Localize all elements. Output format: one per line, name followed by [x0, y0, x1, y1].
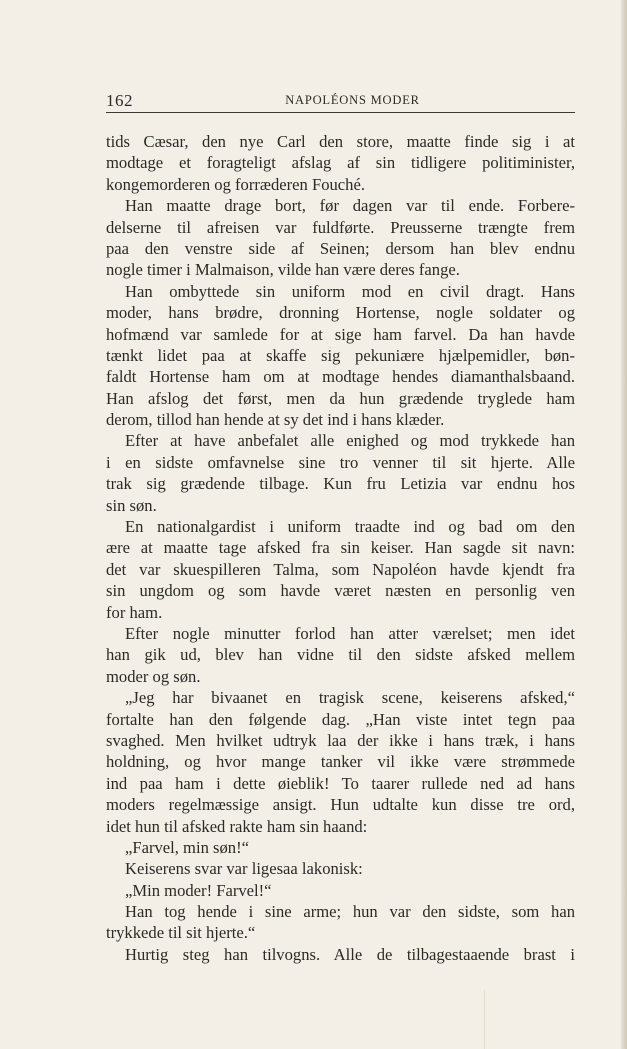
page-crease [484, 990, 485, 1049]
text-line: paa den venstre side af Seinen; dersom han blev endnu [106, 238, 575, 258]
text-line: sin søn. [106, 495, 157, 515]
text-line: delserne til afreisen var fuldførte. Preusserne trængte frem [106, 217, 575, 237]
text-line: nogle timer i Malmaison, vilde han være deres fange. [106, 260, 460, 280]
text-line: faldt Hortense ham om at modtage hendes diamanthalsbaand. [106, 367, 575, 387]
text-line: Han tog hende i sine arme; hun var den sidste, som han [125, 902, 575, 922]
text-line: Han afslog det først, men da hun grædende tryglede ham [106, 388, 575, 408]
text-line: ære at maatte tage afsked fra sin keiser. Han sagde sit navn: [106, 538, 575, 558]
text-line: trykkede til sit hjerte.“ [106, 923, 256, 943]
text-line: tids Cæsar, den nye Carl den store, maatte finde sig i at [106, 132, 575, 151]
text-line: kongemorderen og forræderen Fouché. [106, 174, 365, 194]
text-line: fortalte han den følgende dag. „Han viste intet tegn paa [106, 709, 575, 729]
text-line: Hurtig steg han tilvogns. Alle de tilbagestaaende brast i [125, 944, 575, 964]
text-line: Han ombyttede sin uniform mod en civil dragt. Hans [125, 281, 575, 301]
text-line: „Farvel, min søn!“ [125, 837, 249, 857]
page-number: 162 [106, 91, 133, 110]
text-line: trak sig grædende tilbage. Kun fru Letizia var endnu hos [106, 474, 575, 494]
text-line: sin ungdom og som havde været næsten en personlig ven [106, 581, 575, 601]
page-edge-shadow [621, 0, 627, 1049]
text-line: moders regelmæssige ansigt. Hun udtalte kun disse tre ord, [106, 795, 575, 815]
text-line: holdning, og hvor mange tanker vil ikke være strømmede [106, 752, 575, 772]
text-line: ind paa ham i dette øieblik! To taarer rullede ned ad hans [106, 773, 575, 793]
text-line: Efter at have anbefalet alle enighed og mod trykkede han [125, 431, 575, 451]
text-line: for ham. [106, 602, 163, 622]
text-line: Han maatte drage bort, før dagen var til ende. Forbere- [125, 196, 575, 216]
text-line: i en sidste omfavnelse sine tro venner til sit hjerte. Alle [106, 452, 575, 472]
body-text [106, 131, 575, 965]
running-header [106, 88, 575, 113]
text-line: det var skuespilleren Talma, som Napoléon havde kjendt fra [106, 559, 575, 579]
text-line: En nationalgardist i uniform traadte ind og bad om den [125, 517, 575, 537]
text-line: svaghed. Men hvilket udtryk laa der ikke i hans træk, i hans [106, 730, 575, 750]
text-line: „Jeg har bivaanet en tragisk scene, keiserens afsked,“ [125, 688, 575, 708]
text-line: Keiserens svar var ligesaa lakonisk: [125, 859, 363, 879]
text-line: idet hun til afsked rakte ham sin haand: [106, 816, 368, 836]
text-line: han gik ud, blev han vidne til den sidste afsked mellem [106, 645, 575, 665]
text-line: moder og søn. [106, 666, 201, 686]
text-line: „Min moder! Farvel!“ [125, 880, 272, 900]
text-line: Efter nogle minutter forlod han atter værelset; men idet [125, 623, 575, 643]
text-line: modtage et foragteligt afslag af sin tidligere politiminister, [106, 153, 575, 173]
text-line: derom, tillod han hende at sy det ind i hans klæder. [106, 410, 445, 430]
text-line: tænkt lidet paa at skaffe sig pekuniære hjælpemidler, bøn- [106, 345, 575, 365]
text-line: moder, hans brødre, dronning Hortense, nogle soldater og [106, 303, 575, 323]
text-line: hofmænd var samlede for at sige ham farvel. Da han havde [106, 324, 575, 344]
running-title: NAPOLÉONS MODER [285, 93, 420, 107]
